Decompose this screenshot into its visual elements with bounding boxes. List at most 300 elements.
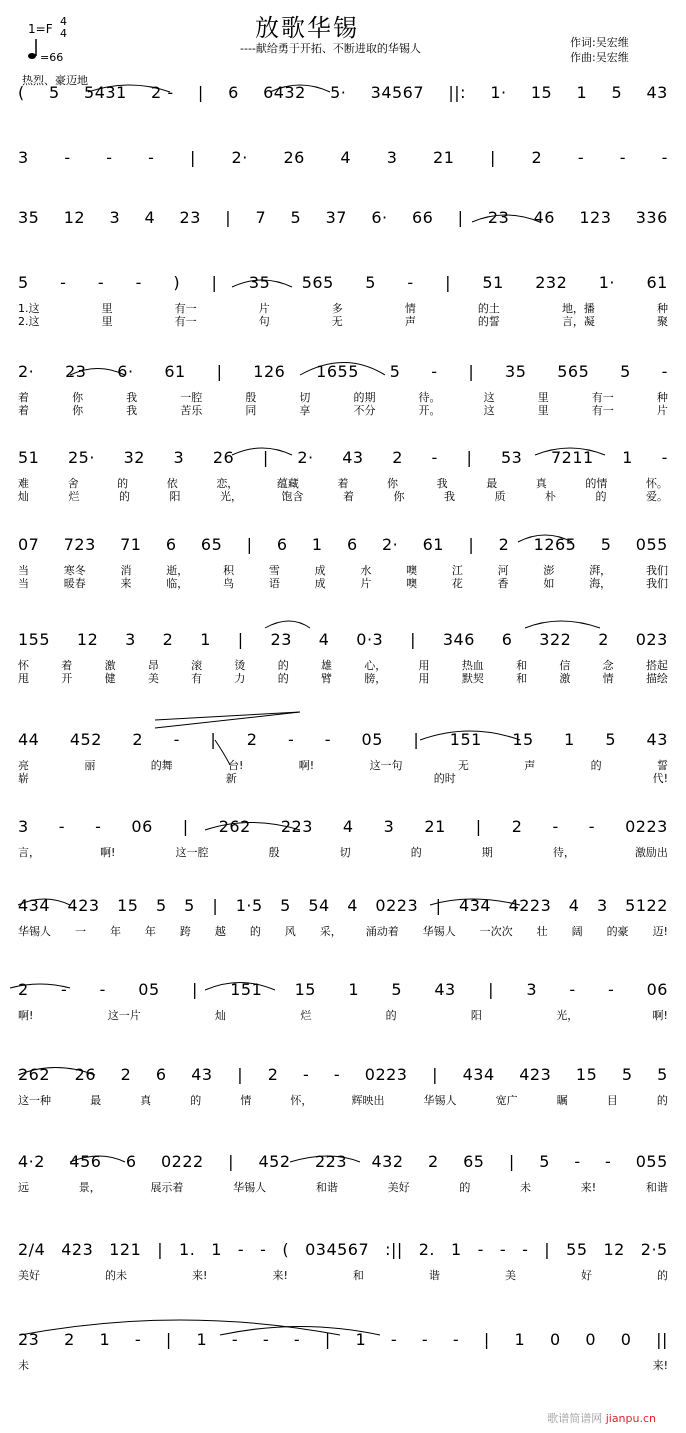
lyric-syllable: 怀， <box>290 1094 313 1107</box>
lyric-syllable: 的 <box>590 759 602 772</box>
note-group: 5 <box>605 730 617 749</box>
lyric-syllable: 言， <box>18 846 40 859</box>
note-group: 3 <box>526 980 537 999</box>
lyric-syllable: 热血 <box>461 659 484 672</box>
note-group: 46 <box>533 208 555 227</box>
note-group: 1· <box>598 273 615 292</box>
note-group: 434 <box>462 1065 495 1084</box>
note-group: 262 <box>18 1065 51 1084</box>
lyric-syllable: 爱。 <box>646 490 668 503</box>
barline: | <box>225 208 232 227</box>
lyric-syllable: 里 <box>537 391 549 404</box>
staff-system <box>18 360 668 417</box>
note-group: - <box>661 362 668 381</box>
lyric-syllable: 消 <box>120 564 132 577</box>
note-group: - <box>477 1240 484 1259</box>
barline: | <box>490 148 496 167</box>
lyric-syllable: 光， <box>220 490 242 503</box>
note-group: 51 <box>482 273 504 292</box>
note-group: 1 <box>622 448 633 467</box>
lyric-syllable: 的 <box>656 1269 668 1282</box>
note-group: 1 <box>576 83 588 102</box>
barline: | <box>165 1330 172 1349</box>
note-group: - <box>60 273 67 292</box>
note-group: 6 <box>155 1065 167 1084</box>
lyric-syllable: 灿 <box>18 490 29 503</box>
note-group: - <box>64 148 71 167</box>
note-group: 21 <box>433 148 455 167</box>
lyric-syllable: 年 <box>144 925 156 938</box>
lyric-syllable: 声 <box>524 759 536 772</box>
lyric-syllable: 的 <box>190 1094 202 1107</box>
note-group: 34567 <box>370 83 425 102</box>
lyric-syllable: 真 <box>140 1094 152 1107</box>
barline: | <box>191 980 198 999</box>
lyric-syllable: 临， <box>166 577 189 590</box>
note-group: 23 <box>65 362 87 381</box>
note-group: 232 <box>535 273 568 292</box>
note-group: 123 <box>579 208 612 227</box>
note-group: 1 <box>196 1330 208 1349</box>
lyric-syllable: 噢 <box>406 564 418 577</box>
note-group: 1 <box>348 980 359 999</box>
lyric-syllable: 成 <box>314 564 326 577</box>
note-group: 26 <box>283 148 305 167</box>
lyric-syllable: 苦乐 <box>180 404 203 417</box>
note-group: 4 <box>318 630 330 649</box>
lyric-syllable: 这 <box>483 404 495 417</box>
note-group: - <box>619 148 627 167</box>
lyric-syllable: 有一 <box>174 302 197 315</box>
lyric-syllable: 着 <box>61 659 73 672</box>
lyric-syllable: 展示着 <box>150 1181 184 1194</box>
lyric-syllable: 膀， <box>364 672 387 685</box>
lyric-syllable: 依 <box>166 477 178 490</box>
note-group: 44 <box>18 730 40 749</box>
barline: | <box>246 535 253 554</box>
note-group: 43 <box>646 83 668 102</box>
note-group: 12 <box>63 208 86 227</box>
note-group: 5 <box>290 208 302 227</box>
note-group: 0223 <box>364 1065 408 1084</box>
note-group: - <box>262 1330 270 1349</box>
lyric-syllable: 光， <box>556 1009 579 1022</box>
note-group: 15 <box>575 1065 598 1084</box>
note-group: 2 <box>132 730 144 749</box>
note-group: 1 <box>99 1330 111 1349</box>
lyric-line-verse-1 <box>18 923 668 939</box>
lyric-syllable: 着 <box>337 477 349 490</box>
note-row <box>18 896 668 915</box>
note-group: 23 <box>270 630 292 649</box>
lyric-syllable: 念 <box>602 659 614 672</box>
staff-system <box>18 206 668 230</box>
barline: | <box>157 1240 164 1259</box>
lyric-syllable: 海， <box>589 577 612 590</box>
lyric-syllable: 有一 <box>591 404 614 417</box>
lyric-syllable: 你 <box>72 391 84 404</box>
note-group: 1· <box>490 83 507 102</box>
note-group: 2· <box>231 148 248 167</box>
lyric-syllable: 你 <box>387 477 399 490</box>
note-group: 26 <box>212 448 235 467</box>
note-group: 5122 <box>625 896 668 915</box>
staff-system <box>18 146 668 170</box>
barline: ||: <box>448 83 467 102</box>
lyric-line-verse-1 <box>18 1092 668 1108</box>
lyric-syllable: 和 <box>516 672 528 685</box>
lyric-line-verse-2 <box>18 402 668 418</box>
note-group: 565 <box>301 273 334 292</box>
note-row <box>18 362 668 381</box>
barline: | <box>190 148 196 167</box>
lyric-syllable: 和谐 <box>645 1181 668 1194</box>
note-group: 23 <box>487 208 510 227</box>
lyric-syllable: 多 <box>331 302 343 315</box>
note-group: 434 <box>18 896 51 915</box>
lyric-syllable: 有一 <box>174 315 197 328</box>
note-group: - <box>661 448 668 467</box>
note-group: 05 <box>138 980 160 999</box>
note-group: 0 <box>549 1330 561 1349</box>
lyric-line-verse-2 <box>18 313 668 329</box>
lyric-syllable: 的 <box>249 925 261 938</box>
lyric-syllable: 怀。 <box>645 477 668 490</box>
lyric-syllable: 你 <box>393 490 405 503</box>
lyric-syllable: 着 <box>18 391 29 404</box>
barline: | <box>216 362 223 381</box>
lyric-line-verse-2 <box>18 575 668 591</box>
note-group: - <box>421 1330 429 1349</box>
lyric-syllable: 种 <box>657 302 668 315</box>
lyric-syllable: 同 <box>245 404 257 417</box>
lyric-syllable: 描绘 <box>645 672 668 685</box>
lyric-syllable: 来! <box>192 1269 208 1282</box>
note-group: 346 <box>442 630 475 649</box>
barline: | <box>475 817 482 836</box>
lyric-syllable: 暖春 <box>63 577 86 590</box>
note-group: 1 <box>355 1330 367 1349</box>
note-group: 3 <box>109 208 121 227</box>
lyric-syllable: 用 <box>418 659 430 672</box>
note-group: 452 <box>258 1152 291 1171</box>
lyric-syllable: 跨 <box>179 925 191 938</box>
tempo-marking: =66 <box>40 51 64 64</box>
note-group: - <box>574 1152 581 1171</box>
lyric-syllable: 华锡人 <box>423 1094 457 1107</box>
note-group: 2 <box>162 630 174 649</box>
note-group: 66 <box>411 208 434 227</box>
note-group: 023 <box>635 630 668 649</box>
note-group: 53 <box>500 448 523 467</box>
staff-system <box>18 271 668 328</box>
note-group: 2 <box>531 148 543 167</box>
lyric-syllable: 的舞 <box>150 759 173 772</box>
note-group: 2 <box>498 535 510 554</box>
lyric-syllable: 噢 <box>406 577 418 590</box>
lyric-syllable: 用 <box>418 672 430 685</box>
lyric-syllable: 的 <box>277 672 289 685</box>
note-group: - <box>607 980 615 999</box>
note-group: 0223 <box>625 817 668 836</box>
lyric-syllable: 殷 <box>245 391 257 404</box>
note-row <box>18 817 668 836</box>
barline: | <box>211 273 218 292</box>
note-group: 3 <box>125 630 136 649</box>
barline: | <box>197 83 204 102</box>
note-group: 6· <box>371 208 388 227</box>
note-group: 35 <box>505 362 527 381</box>
quarter-note-icon <box>28 38 40 60</box>
lyric-syllable: 阔 <box>571 925 583 938</box>
note-row <box>18 730 668 749</box>
lyric-syllable: 壮 <box>536 925 548 938</box>
watermark-site: 歌谱简谱网 <box>547 1412 603 1425</box>
lyric-syllable: 着 <box>18 404 29 417</box>
lyric-syllable: 的 <box>277 659 289 672</box>
slur <box>155 712 300 720</box>
note-group: 35 <box>248 273 271 292</box>
lyric-syllable: 花 <box>451 577 463 590</box>
slur <box>155 712 300 728</box>
lyric-syllable: 情 <box>240 1094 252 1107</box>
lyric-syllable: 真 <box>535 477 547 490</box>
lyric-syllable: 啊! <box>298 759 315 772</box>
lyric-syllable: 声 <box>404 315 416 328</box>
staff-system <box>18 1150 668 1194</box>
barline: | <box>435 896 442 915</box>
note-group: 1 <box>200 630 211 649</box>
note-group: 126 <box>253 362 286 381</box>
lyric-syllable: 河 <box>497 564 509 577</box>
note-group: 6 <box>125 1152 137 1171</box>
watermark-url: jianpu.cn <box>605 1412 656 1425</box>
lyric-syllable: 饱含 <box>281 490 304 503</box>
note-group: 1. <box>179 1240 196 1259</box>
barline: | <box>432 1065 438 1084</box>
lyric-syllable: 代! <box>652 772 668 785</box>
note-group: 723 <box>63 535 96 554</box>
note-group: 71 <box>120 535 142 554</box>
barline: | <box>544 1240 551 1259</box>
note-group: 5 <box>389 362 401 381</box>
lyric-syllable: 涌动着 <box>365 925 399 938</box>
note-group: 456 <box>69 1152 102 1171</box>
lyric-syllable: 台! <box>228 759 244 772</box>
lyric-syllable: 这一片 <box>107 1009 141 1022</box>
barline: | <box>212 896 219 915</box>
lyric-syllable: 臂 <box>320 672 332 685</box>
lyric-syllable: 的情 <box>585 477 608 490</box>
note-group: 06 <box>646 980 668 999</box>
note-group: 3 <box>173 448 185 467</box>
note-group: 15 <box>294 980 316 999</box>
note-group: 3 <box>18 817 29 836</box>
note-row <box>18 273 668 292</box>
lyric-syllable: 地，播 <box>561 302 595 315</box>
lyric-syllable: 烂 <box>68 490 80 503</box>
lyric-syllable: 的 <box>595 490 607 503</box>
note-group: 4 <box>144 208 156 227</box>
key-signature: 1=F <box>28 22 53 36</box>
staff-system <box>18 446 668 503</box>
lyric-syllable: 美好 <box>387 1181 410 1194</box>
lyric-syllable: 未 <box>18 1359 29 1372</box>
lyric-syllable: 聚 <box>657 315 668 328</box>
staff-system <box>18 978 668 1022</box>
note-group: 336 <box>635 208 668 227</box>
lyric-syllable: 我 <box>436 477 448 490</box>
note-group: 0223 <box>375 896 419 915</box>
note-group: - <box>231 1330 239 1349</box>
lyric-syllable: 这 <box>483 391 495 404</box>
barline: | <box>182 817 189 836</box>
lyric-syllable: 有一 <box>591 391 614 404</box>
lyric-syllable: 的 <box>385 1009 397 1022</box>
note-group: 2 <box>427 1152 439 1171</box>
lyric-syllable: 来! <box>272 1269 288 1282</box>
lyric-syllable: 开 <box>61 672 73 685</box>
note-group: 2 - <box>151 83 174 102</box>
note-group: - <box>522 1240 529 1259</box>
barline: | <box>488 980 494 999</box>
staff-system <box>18 81 668 105</box>
note-group: 3 <box>383 817 395 836</box>
note-group: 151 <box>230 980 263 999</box>
note-group: 0 <box>620 1330 632 1349</box>
note-group: 2 <box>64 1330 75 1349</box>
lyric-syllable: 目 <box>606 1094 618 1107</box>
lyric-syllable: 滚 <box>191 659 203 672</box>
lyric-syllable: 越 <box>214 925 226 938</box>
staff-system <box>18 1238 668 1282</box>
lyric-syllable: 朴 <box>545 490 556 503</box>
lyric-syllable: 啊! <box>18 1009 34 1022</box>
note-group: 5· <box>330 83 347 102</box>
lyric-syllable: 来! <box>652 1359 668 1372</box>
lyric-line-verse-2 <box>18 770 668 786</box>
slur <box>265 621 310 628</box>
barline: | <box>237 1065 244 1084</box>
barline: | <box>457 208 464 227</box>
lyric-syllable: 恋， <box>216 477 239 490</box>
note-group: 65 <box>200 535 223 554</box>
note-group: 32 <box>123 448 145 467</box>
note-group: - <box>95 817 102 836</box>
lyric-syllable: 一腔 <box>180 391 203 404</box>
lyric-syllable: 片 <box>258 302 270 315</box>
note-group: 5431 <box>84 83 127 102</box>
note-row <box>18 1330 668 1349</box>
lyric-syllable: 最 <box>486 477 498 490</box>
note-group: 15 <box>530 83 553 102</box>
lyric-syllable: 无 <box>331 315 343 328</box>
note-group: 1265 <box>533 535 577 554</box>
note-group: 5 <box>391 980 403 999</box>
note-group: 151 <box>449 730 482 749</box>
note-group: 6 <box>276 535 288 554</box>
note-group: - <box>552 817 559 836</box>
barline: | <box>483 1330 490 1349</box>
note-group: 65 <box>463 1152 485 1171</box>
lyric-syllable: 阳 <box>470 1009 482 1022</box>
note-group: 5 <box>600 535 612 554</box>
note-group: 1 <box>514 1330 526 1349</box>
lyric-syllable: 灿 <box>215 1009 227 1022</box>
lyric-line-verse-1 <box>18 1267 668 1283</box>
lyric-syllable: 当 <box>18 577 29 590</box>
note-group: 6432 <box>263 83 306 102</box>
lyric-syllable: 远 <box>18 1181 29 1194</box>
note-group: 5 <box>620 362 631 381</box>
note-group: 034567 <box>305 1240 370 1259</box>
note-group: - <box>99 980 106 999</box>
lyric-syllable: 激 <box>104 659 116 672</box>
note-group: 61 <box>164 362 186 381</box>
note-row <box>18 1065 668 1084</box>
note-group: 3 <box>596 896 608 915</box>
lyric-syllable: 这一腔 <box>175 846 209 859</box>
barline: | <box>210 730 217 749</box>
lyric-syllable: 里 <box>101 302 113 315</box>
note-group: - <box>588 817 596 836</box>
lyric-syllable: 心， <box>364 659 387 672</box>
lyric-syllable: 怀 <box>18 659 29 672</box>
note-group: 223 <box>280 817 313 836</box>
lyric-syllable: 健 <box>104 672 116 685</box>
note-group: 12 <box>603 1240 625 1259</box>
note-group: - <box>58 817 66 836</box>
note-group: 6· <box>117 362 134 381</box>
barline: | <box>237 630 244 649</box>
lyric-syllable: 谐 <box>428 1269 440 1282</box>
note-row <box>18 980 668 999</box>
note-group: ( <box>282 1240 290 1259</box>
lyric-syllable: 言，凝 <box>561 315 595 328</box>
note-group: - <box>431 362 438 381</box>
lyric-syllable: 寒冬 <box>63 564 86 577</box>
note-group: 5 <box>280 896 291 915</box>
lyric-line-verse-2 <box>18 670 668 686</box>
lyric-syllable: 语 <box>268 577 280 590</box>
note-group: 5 <box>184 896 195 915</box>
note-group: 4223 <box>508 896 552 915</box>
note-group: 12 <box>76 630 99 649</box>
lyric-syllable: 里 <box>101 315 113 328</box>
lyric-syllable: 的 <box>117 477 129 490</box>
note-group: 05 <box>361 730 383 749</box>
lyric-line-verse-1 <box>18 844 668 860</box>
note-group: 2 <box>120 1065 132 1084</box>
note-group: 5 <box>611 83 623 102</box>
note-group: - <box>390 1330 398 1349</box>
lyric-syllable: 片 <box>360 577 372 590</box>
lyric-syllable: 期 <box>481 846 493 859</box>
note-group: 1·5 <box>235 896 263 915</box>
note-group: 26 <box>74 1065 97 1084</box>
note-group: - <box>293 1330 301 1349</box>
note-group: - <box>61 980 68 999</box>
staff-system <box>18 1328 668 1372</box>
lyric-syllable: 宽广 <box>495 1094 518 1107</box>
note-group: 15 <box>117 896 139 915</box>
lyric-syllable: 的誓 <box>477 315 500 328</box>
lyric-syllable: 啊! <box>652 1009 668 1022</box>
note-group: 2 <box>392 448 403 467</box>
lyric-syllable: 殷 <box>268 846 280 859</box>
note-group: 15 <box>512 730 534 749</box>
lyric-syllable: 舍 <box>67 477 79 490</box>
